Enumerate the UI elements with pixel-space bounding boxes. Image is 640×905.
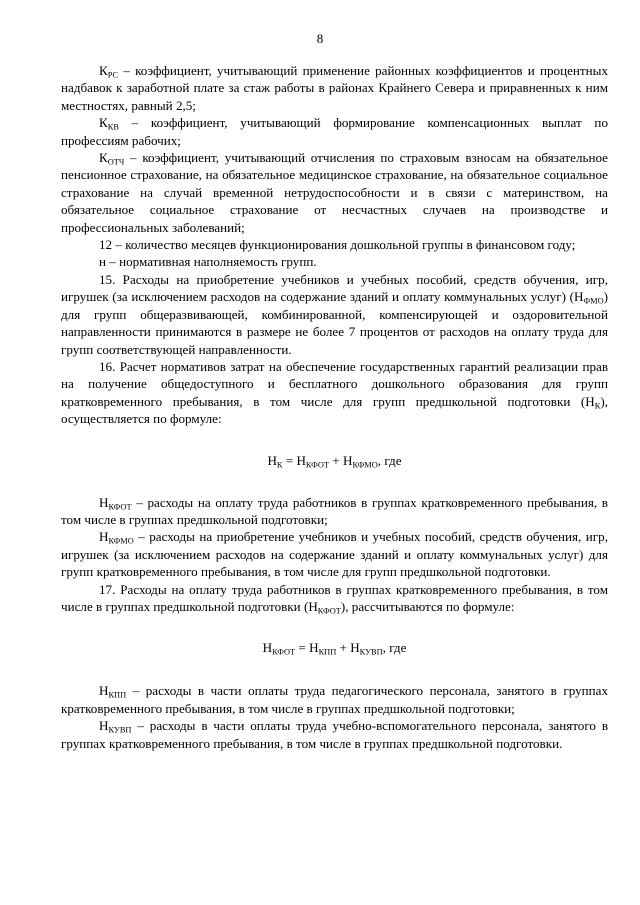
paragraph-12-months: 12 – количество месяцев функционирования дошкольной группы в финансовом году;	[99, 237, 576, 253]
paragraph-krs	[61, 62, 608, 114]
paragraph-text: 15. Расходы на приобретение учебников и учебных пособий, средств обучения, игр, игрушек (за исключением расходов на содержание зданий и оплату коммунальных услуг) (	[61, 271, 608, 305]
paragraph-kkv	[61, 114, 608, 149]
paragraph-text: – расходы на приобретение учебников и учебных пособий, средств обучения, игр, игрушек (за исключением расходов на содержание зданий и оплату коммунальных услуг) для групп кратковременного пребывания, в том числе для групп предшкольной подготовки.	[61, 529, 608, 580]
subscript-otch: ОТЧ	[107, 157, 125, 167]
symbol-k: К	[99, 63, 108, 78]
subscript-kpp: КПП	[318, 647, 337, 657]
paragraph-nkfmo	[61, 528, 608, 580]
equals-sign: =	[295, 640, 310, 656]
symbol-h: Н	[585, 393, 595, 409]
formula-suffix: , где	[382, 640, 407, 656]
subscript-kv: КВ	[107, 122, 119, 132]
subscript-kuvp: КУВП	[359, 647, 383, 657]
paragraph-text: – расходы на оплату труда работников в группах кратковременного пребывания, в том числе в группах предшкольной подготовки;	[61, 494, 608, 527]
paragraph-16	[61, 358, 608, 428]
symbol-h: Н	[99, 718, 109, 734]
subscript-kfot: КФОТ	[108, 501, 132, 511]
subscript-kfmo: КФМО	[352, 459, 378, 469]
symbol-k: К	[99, 150, 108, 166]
subscript-kpp: КПП	[108, 690, 127, 700]
paragraph-text: – коэффициент, учитывающий отчисления по страховым взносам на обязательное пенсионное страхование, на обязательное медицинское страхование, на обязательное социальное страхование на случай временной нетрудоспособности и в связи с материнством, на обязательное социальное страхование от несчастных случаев на производстве и профессиональных заболеваний;	[61, 150, 608, 235]
subscript-kfot: КФОТ	[317, 606, 341, 616]
plus-sign: +	[336, 640, 351, 656]
paragraph-kotch	[61, 149, 608, 236]
paragraph-text: – коэффициент, учитывающий применение районных коэффициентов и процентных надбавок к заработной плате за стаж работы в районах Крайнего Севера и приравненных к ним местностях, равный 2,5;	[61, 63, 608, 113]
subscript-kfot: КФОТ	[272, 647, 296, 657]
subscript-kfot: КФОТ	[305, 459, 330, 469]
paragraph-text: ), осуществляется по формуле:	[61, 393, 608, 427]
formula-nkfot	[61, 639, 608, 656]
symbol-h: Н	[99, 683, 109, 699]
subscript-k: К	[594, 401, 601, 411]
plus-sign: +	[329, 452, 343, 468]
paragraph-text: ), рассчитываются по формуле:	[340, 598, 515, 614]
subscript-k: К	[276, 459, 283, 469]
symbol-h: Н	[296, 452, 306, 468]
page-number: 8	[316, 31, 324, 46]
paragraph-nkpp	[61, 682, 608, 717]
paragraph-text: ) для групп общеразвивающей, комбинированной, компенсирующей и оздоровительной направленности принимаются в размере не более 7 процентов от расходов на оплату труда для групп соответствующей направленности.	[61, 289, 608, 357]
symbol-h: Н	[262, 640, 273, 656]
paragraph-17	[61, 581, 608, 616]
symbol-k: К	[99, 115, 108, 131]
paragraph-text: – расходы в части оплаты труда педагогического персонала, занятого в группах кратковременного пребывания, в том числе в группах предшкольной подготовки;	[61, 683, 608, 716]
formula-nk	[61, 452, 608, 469]
symbol-h: Н	[99, 494, 109, 510]
subscript-kfmo: КФМО	[108, 536, 134, 546]
paragraph-text: – расходы в части оплаты труда учебно-вспомогательного персонала, занятого в группах кратковременного пребывания, в том числе в группах предшкольной подготовки.	[61, 718, 608, 751]
symbol-h: Н	[342, 452, 353, 468]
subscript-kuvp: КУВП	[108, 725, 132, 735]
symbol-h: Н	[350, 640, 360, 656]
equals-sign: =	[282, 452, 297, 468]
paragraph-text: 16. Расчет нормативов затрат на обеспечение государственных гарантий реализации прав на получение общедоступного и бесплатного дошкольного образования для групп кратковременного пребывания, в том числе для групп предшкольной подготовки (	[61, 358, 608, 409]
paragraph-nkuvp	[61, 717, 608, 752]
formula-suffix: , где	[377, 452, 402, 468]
paragraph-text: 17. Расходы на оплату труда работников в группах кратковременного пребывания, в том числе в группах предшкольной подготовки (	[61, 581, 608, 614]
subscript-fmo: ФМО	[583, 296, 604, 306]
paragraph-15	[61, 271, 608, 358]
paragraph-n: н – нормативная наполняемость групп.	[99, 254, 317, 270]
subscript-rs: РС	[107, 70, 119, 80]
paragraph-nkfot	[61, 494, 608, 529]
document-body	[61, 62, 608, 752]
symbol-h: Н	[308, 598, 318, 614]
symbol-h: Н	[99, 529, 109, 545]
symbol-h: Н	[574, 289, 584, 305]
paragraph-text: – коэффициент, учитывающий формирование компенсационных выплат по профессиям рабочих;	[61, 115, 608, 148]
symbol-h: Н	[309, 640, 319, 656]
symbol-h: Н	[267, 452, 277, 468]
